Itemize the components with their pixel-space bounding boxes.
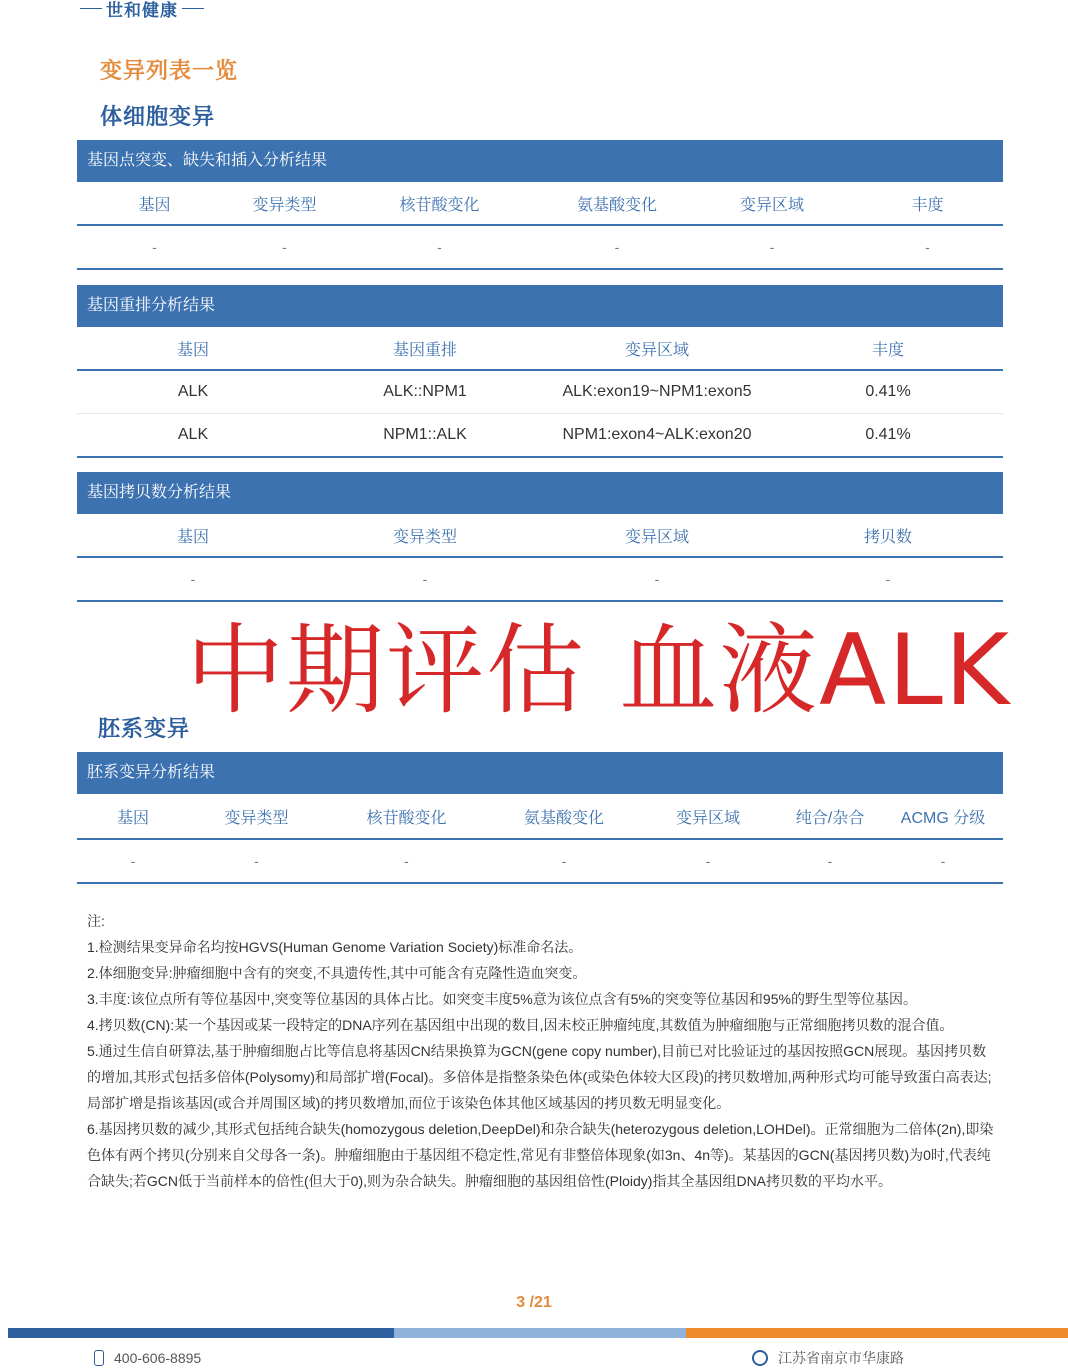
header-abundance: 丰度	[911, 196, 944, 214]
cell-gene: ALK	[177, 383, 209, 400]
cell-zygosity: -	[827, 853, 833, 869]
footer-phone	[94, 1350, 201, 1366]
point-mutation-header	[77, 182, 1003, 226]
page-number: 3 /21	[516, 1294, 552, 1311]
cell-abundance: 0.41%	[865, 383, 911, 400]
table-row	[77, 840, 1003, 884]
footer-address	[752, 1348, 904, 1368]
cell-variant-type: -	[282, 239, 287, 255]
table-row	[77, 414, 1003, 458]
header-region: 变异区域	[624, 528, 689, 546]
cell-region: -	[769, 239, 775, 255]
header-abundance: 丰度	[871, 341, 904, 359]
footer-phone-text: 400-606-8895	[114, 1350, 202, 1366]
somatic-heading: 体细胞变异	[100, 104, 216, 129]
note-item: 1.检测结果变异命名均按HGVS(Human Genome Variation Society)标准命名法。	[87, 939, 583, 955]
cell-rearrangement: NPM1::ALK	[383, 426, 467, 443]
header-variant-type: 变异类型	[392, 528, 457, 546]
cell-region: -	[654, 571, 660, 587]
page-title: 变异列表一览	[100, 58, 239, 83]
header-region: 变异区域	[739, 196, 804, 214]
cell-acmg: -	[940, 853, 946, 869]
cell-nucleotide: -	[437, 239, 442, 255]
cell-region: NPM1:exon4~ALK:exon20	[562, 426, 752, 443]
notes-heading: 注:	[87, 913, 105, 929]
footer-address-text: 江苏省南京市华康路	[778, 1350, 904, 1366]
copy-number-header	[77, 514, 1003, 558]
header-zygosity: 纯合/杂合	[795, 809, 865, 827]
footer-bar-orange	[686, 1328, 1068, 1338]
note-item: 5.通过生信自研算法,基于肿瘤细胞占比等信息将基因CN结果换算为GCN(gene copy number),目前已对比验证过的基因按照GCN展现。基因拷贝数的增加,其形式包括多倍体(Polysomy)和局部扩增(Focal)。多倍体是指整条染色体(或染色体较大区段)的拷贝数增加,两种形式均可能导致蛋白高表达;局部扩增是指该基因(或合并周围区域)的拷贝数增加,而位于该染色体其他区域基因的拷贝数无明显变化。	[87, 1043, 992, 1111]
copy-number-table	[77, 472, 1003, 602]
header-gene: 基因	[138, 196, 171, 214]
footer-bar-blue	[8, 1328, 394, 1338]
header-amino-acid: 氨基酸变化	[523, 809, 604, 827]
header-region: 变异区域	[624, 341, 689, 359]
location-pin-icon	[752, 1350, 768, 1366]
cell-gene: -	[130, 853, 136, 869]
table-row	[77, 226, 1003, 270]
rearrangement-title: 基因重排分析结果	[77, 285, 1003, 327]
germline-heading: 胚系变异	[98, 716, 191, 741]
cell-region: -	[705, 853, 711, 869]
table-row	[77, 371, 1003, 414]
cell-variant-type: -	[254, 853, 259, 869]
cell-amino-acid: -	[561, 853, 567, 869]
cell-variant-type: -	[422, 571, 428, 587]
header-amino-acid: 氨基酸变化	[576, 196, 657, 214]
header-region: 变异区域	[675, 809, 740, 827]
rearrangement-header	[77, 327, 1003, 371]
header-gene: 基因	[116, 809, 149, 827]
header-nucleotide: 核苷酸变化	[399, 196, 480, 214]
brand-logo	[80, 0, 204, 21]
header-nucleotide: 核苷酸变化	[366, 809, 447, 827]
cell-abundance: -	[925, 239, 930, 255]
cell-region: ALK:exon19~NPM1:exon5	[562, 383, 752, 400]
note-item: 6.基因拷贝数的减少,其形式包括纯合缺失(homozygous deletion,DeepDel)和杂合缺失(heterozygous deletion,LOHDel)。正常细胞为二倍体(2n),即染色体有两个拷贝(分别来自父母各一条)。肿瘤细胞由于基因组不稳定性,常见有非整倍体现象(如3n、4n等)。某基因的GCN(基因拷贝数)为0时,代表纯合缺失;若GCN低于当前样本的倍性(但大于0),则为杂合缺失。肿瘤细胞的基因组倍性(Ploidy)指其全基因组DNA拷贝数的平均水平。	[87, 1121, 994, 1189]
header-copy-number: 拷贝数	[863, 528, 912, 546]
header-variant-type: 变异类型	[224, 809, 289, 827]
germline-header	[77, 794, 1003, 840]
cell-gene: -	[190, 571, 196, 587]
cell-amino-acid: -	[614, 239, 620, 255]
header-acmg: ACMG 分级	[900, 809, 986, 827]
header-variant-type: 变异类型	[252, 196, 317, 214]
cell-nucleotide: -	[404, 853, 409, 869]
note-item: 3.丰度:该位点所有等位基因中,突变等位基因的具体占比。如突变丰度5%意为该位点含有5%的突变等位基因和95%的野生型等位基因。	[87, 991, 917, 1007]
cell-gene: ALK	[177, 426, 209, 443]
notes-section	[87, 908, 997, 1194]
cell-copy-number: -	[885, 571, 891, 587]
point-mutation-title: 基因点突变、缺失和插入分析结果	[77, 140, 1003, 182]
point-mutation-table	[77, 140, 1003, 270]
header-gene: 基因	[176, 341, 209, 359]
cell-gene: -	[152, 239, 157, 255]
note-item: 4.拷贝数(CN):某一个基因或某一段特定的DNA序列在基因组中出现的数目,因未校正肿瘤纯度,其数值为肿瘤细胞与正常细胞拷贝数的混合值。	[87, 1017, 954, 1033]
germline-table	[77, 752, 1003, 884]
rearrangement-table	[77, 285, 1003, 458]
footer-bar-light	[394, 1328, 686, 1338]
germline-title: 胚系变异分析结果	[77, 752, 1003, 794]
cell-abundance: 0.41%	[865, 426, 911, 443]
header-gene: 基因	[176, 528, 209, 546]
brand-name: 世和健康	[106, 1, 178, 20]
cell-rearrangement: ALK::NPM1	[383, 383, 467, 400]
overlay-annotation: 中期评估 血液ALK	[186, 614, 1012, 728]
note-item: 2.体细胞变异:肿瘤细胞中含有的突变,不具遗传性,其中可能含有克隆性造血突变。	[87, 965, 587, 981]
phone-icon	[94, 1350, 104, 1366]
header-rearrangement: 基因重排	[392, 341, 457, 359]
copy-number-title: 基因拷贝数分析结果	[77, 472, 1003, 514]
